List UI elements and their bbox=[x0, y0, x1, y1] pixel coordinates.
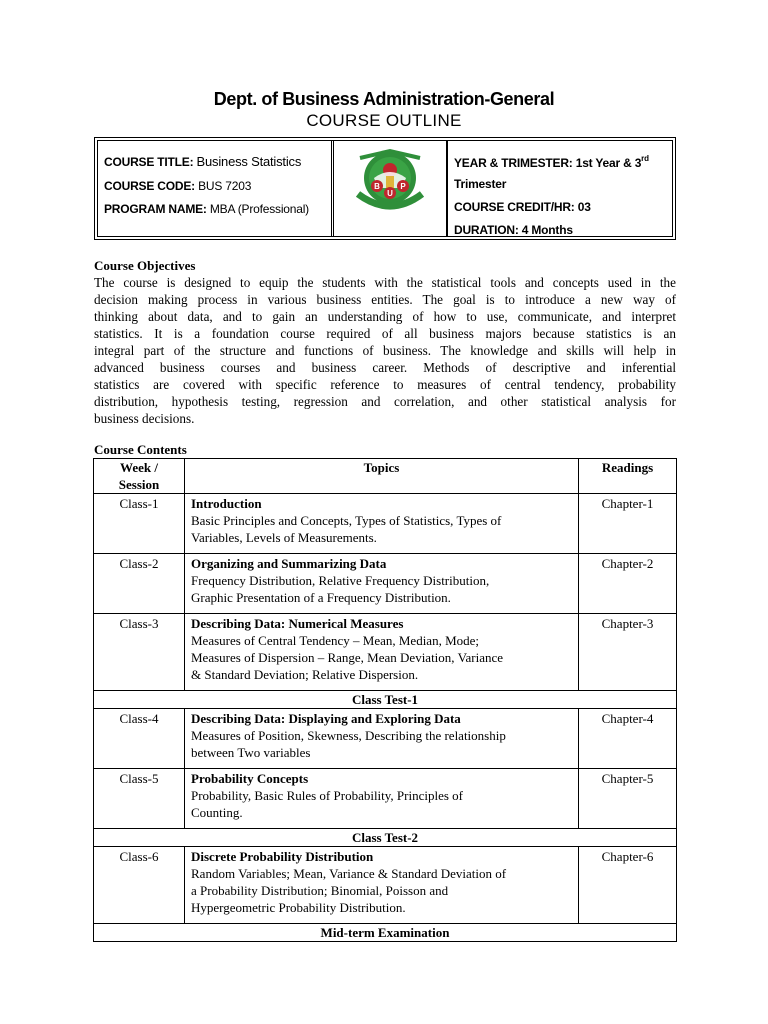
topic-cell bbox=[185, 494, 579, 554]
course-title-label: COURSE TITLE: bbox=[104, 155, 194, 169]
topic-cell bbox=[185, 554, 579, 614]
objective-line: The course is designed to equip the students with the statistical tools and concepts used in the bbox=[94, 275, 676, 290]
topic-detail-line: Basic Principles and Concepts, Types of Statistics, Types of bbox=[191, 513, 502, 528]
session-header-line: Session bbox=[118, 477, 160, 492]
week-cell: Class-6 bbox=[94, 847, 185, 924]
table-row bbox=[94, 614, 677, 691]
topic-detail-line: Probability, Basic Rules of Probability, Principles of bbox=[191, 788, 464, 803]
objective-line: integral part of the structure and functions of business. The knowledge and skills will help in bbox=[94, 343, 676, 358]
topic-title: Describing Data: Displaying and Exploring Data bbox=[191, 711, 461, 726]
topic-cell bbox=[185, 614, 579, 691]
topic-detail-line: Frequency Distribution, Relative Frequency Distribution, bbox=[191, 573, 490, 588]
week-cell: Class-5 bbox=[94, 769, 185, 829]
table-divider-row bbox=[94, 829, 677, 847]
course-objectives-heading: Course Objectives bbox=[94, 258, 196, 273]
topic-title: Organizing and Summarizing Data bbox=[191, 556, 387, 571]
divider-label: Class Test-2 bbox=[94, 829, 677, 847]
topic-detail-line: between Two variables bbox=[191, 745, 311, 760]
readings-header: Readings bbox=[579, 459, 677, 494]
objective-line: distribution, hypothesis testing, regression and correlation, and other statistical analysis for bbox=[94, 394, 676, 409]
topic-detail-line: Hypergeometric Probability Distribution. bbox=[191, 900, 406, 915]
course-details-cell bbox=[98, 141, 332, 236]
year-trimester-line bbox=[454, 154, 649, 170]
reading-cell: Chapter-1 bbox=[579, 494, 677, 554]
program-name-value: MBA (Professional) bbox=[209, 202, 309, 216]
table-header-row bbox=[94, 459, 677, 494]
topic-detail-line: Counting. bbox=[191, 805, 243, 820]
topic-cell bbox=[185, 847, 579, 924]
table-row bbox=[94, 769, 677, 829]
trimester-text: Trimester bbox=[454, 177, 507, 191]
week-cell: Class-2 bbox=[94, 554, 185, 614]
topic-detail-line: Variables, Levels of Measurements. bbox=[191, 530, 377, 545]
topic-detail-line: & Standard Deviation; Relative Dispersion. bbox=[191, 667, 419, 682]
objective-line: statistics. It is a foundation course required of all business majors because statistics is an bbox=[94, 326, 676, 341]
course-code-line bbox=[104, 179, 251, 193]
objective-line: business decisions. bbox=[94, 411, 195, 426]
topic-title: Discrete Probability Distribution bbox=[191, 849, 374, 864]
year-trimester-cell bbox=[447, 141, 672, 236]
objective-line: advanced business courses and business career. Methods of descriptive and inferential bbox=[94, 360, 676, 375]
reading-cell: Chapter-2 bbox=[579, 554, 677, 614]
table-row bbox=[94, 709, 677, 769]
course-contents-heading: Course Contents bbox=[94, 442, 187, 457]
topic-detail-line: Measures of Central Tendency – Mean, Median, Mode; bbox=[191, 633, 480, 648]
table-divider-row bbox=[94, 924, 677, 942]
table-row bbox=[94, 554, 677, 614]
program-name-line bbox=[104, 202, 309, 216]
week-session-header bbox=[94, 459, 185, 494]
table-row bbox=[94, 847, 677, 924]
reading-cell: Chapter-4 bbox=[579, 709, 677, 769]
table-row bbox=[94, 494, 677, 554]
topic-detail-line: Random Variables; Mean, Variance & Standard Deviation of bbox=[191, 866, 507, 881]
course-credit-text: COURSE CREDIT/HR: 03 bbox=[454, 200, 591, 214]
course-code-value: BUS 7203 bbox=[198, 179, 252, 193]
week-header-line: Week / bbox=[120, 460, 158, 475]
topic-title: Describing Data: Numerical Measures bbox=[191, 616, 404, 631]
table-divider-row bbox=[94, 691, 677, 709]
week-cell: Class-4 bbox=[94, 709, 185, 769]
course-outline-subtitle: COURSE OUTLINE bbox=[306, 111, 462, 130]
reading-cell: Chapter-3 bbox=[579, 614, 677, 691]
course-contents-table bbox=[93, 458, 677, 942]
topic-detail-line: a Probability Distribution; Binomial, Poisson and bbox=[191, 883, 449, 898]
topics-header: Topics bbox=[185, 459, 579, 494]
week-cell: Class-1 bbox=[94, 494, 185, 554]
topic-title: Probability Concepts bbox=[191, 771, 309, 786]
divider-label: Class Test-1 bbox=[94, 691, 677, 709]
logo-letter-p: P bbox=[400, 182, 406, 191]
logo-cell bbox=[333, 141, 447, 236]
university-crest-icon bbox=[350, 148, 430, 218]
topic-cell bbox=[185, 709, 579, 769]
week-cell: Class-3 bbox=[94, 614, 185, 691]
topic-detail-line: Measures of Dispersion – Range, Mean Deviation, Variance bbox=[191, 650, 504, 665]
year-trimester-superscript: rd bbox=[641, 154, 649, 163]
logo-letter-u: U bbox=[387, 189, 393, 198]
topic-detail-line: Measures of Position, Skewness, Describing the relationship bbox=[191, 728, 506, 743]
course-info-box bbox=[94, 137, 676, 240]
course-code-label: COURSE CODE: bbox=[104, 179, 195, 193]
year-trimester-text: YEAR & TRIMESTER: 1st Year & 3 bbox=[454, 156, 642, 170]
topic-title: Introduction bbox=[191, 496, 262, 511]
divider-label: Mid-term Examination bbox=[94, 924, 677, 942]
topic-cell bbox=[185, 769, 579, 829]
topic-detail-line: Graphic Presentation of a Frequency Distribution. bbox=[191, 590, 451, 605]
objective-line: thinking about data, and to gain an understanding of how to use, communicate, and interpret bbox=[94, 309, 676, 324]
program-name-label: PROGRAM NAME: bbox=[104, 202, 207, 216]
objective-line: statistics are covered with specific reference to measures of central tendency, probability bbox=[94, 377, 676, 392]
course-title-line bbox=[104, 154, 301, 169]
reading-cell: Chapter-5 bbox=[579, 769, 677, 829]
reading-cell: Chapter-6 bbox=[579, 847, 677, 924]
department-title: Dept. of Business Administration-General bbox=[213, 89, 555, 109]
objective-line: decision making process in various business entities. The goal is to introduce a new way of bbox=[94, 292, 676, 307]
course-objectives-paragraph bbox=[94, 274, 676, 427]
logo-letter-b: B bbox=[374, 182, 380, 191]
duration-text: DURATION: 4 Months bbox=[454, 223, 573, 237]
course-title-value: Business Statistics bbox=[196, 154, 302, 169]
